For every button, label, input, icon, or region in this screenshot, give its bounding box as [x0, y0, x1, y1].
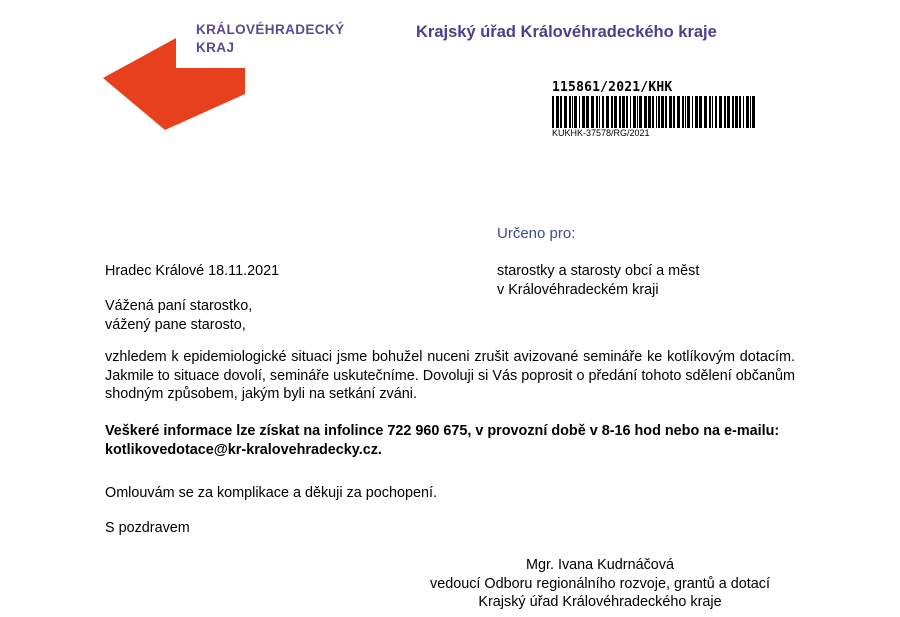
- logo-line-1: KRÁLOVÉHRADECKÝ: [196, 22, 345, 37]
- barcode-bar: [715, 96, 717, 128]
- barcode-bar: [619, 96, 621, 128]
- barcode-bar: [652, 96, 654, 128]
- place-date: Hradec Králové 18.11.2021: [105, 263, 280, 279]
- recipient-line-1: starostky a starosty obcí a měst: [497, 263, 700, 279]
- office-title: Krajský úřad Královéhradeckého kraje: [416, 23, 717, 41]
- barcode-bar: [665, 96, 667, 128]
- barcode-bar: [750, 96, 751, 128]
- barcode-bar: [552, 96, 554, 128]
- barcode-bar: [569, 96, 571, 128]
- barcode-bar: [724, 96, 726, 128]
- barcode-bar: [602, 96, 604, 128]
- barcode-bar: [644, 96, 647, 128]
- regards-line: S pozdravem: [105, 520, 190, 536]
- barcode-bar: [692, 96, 693, 128]
- barcode-bar: [639, 96, 642, 128]
- barcode-bar: [606, 96, 609, 128]
- barcode-bar: [626, 96, 628, 128]
- barcode-bar: [560, 96, 562, 128]
- barcode-bar: [591, 96, 594, 128]
- signature-block: [400, 556, 800, 612]
- barcode-bar: [596, 96, 598, 128]
- salutation-line-1: Vážená paní starostko,: [105, 298, 253, 314]
- barcode-bar: [658, 96, 660, 128]
- recipient-line-2: v Královéhradeckém kraji: [497, 281, 659, 298]
- barcode-bar: [709, 96, 711, 128]
- recipient-address: [497, 262, 699, 299]
- barcode-bar: [599, 96, 600, 128]
- barcode-bar: [712, 96, 713, 128]
- region-logo-text: [196, 21, 345, 57]
- barcode-bar: [735, 96, 738, 128]
- barcode-bar: [687, 96, 690, 128]
- salutation: [105, 297, 252, 334]
- reference-number: 115861/2021/KHK: [552, 80, 673, 95]
- barcode-bar: [704, 96, 707, 128]
- barcode-bar: [661, 96, 664, 128]
- barcode-bar: [564, 96, 567, 128]
- salutation-line-2: vážený pane starosto,: [105, 316, 246, 333]
- barcode-bar: [677, 96, 680, 128]
- barcode: [552, 96, 758, 128]
- logo-line-2: KRAJ: [196, 40, 235, 55]
- barcode-bar: [637, 96, 638, 128]
- barcode-bar: [719, 96, 722, 128]
- signer-name: Mgr. Ivana Kudrnáčová: [526, 557, 674, 573]
- barcode-bar: [752, 96, 755, 128]
- barcode-bar: [614, 96, 617, 128]
- barcode-bar: [739, 96, 741, 128]
- barcode-bar: [699, 96, 702, 128]
- info-paragraph: Veškeré informace lze získat na infolince 722 960 675, v provozní době v 8-16 hod nebo na e-mailu: kotlikovedotace@kr-kralovehradecky.cz.: [105, 423, 780, 458]
- barcode-bar: [579, 96, 580, 128]
- barcode-bar: [582, 96, 585, 128]
- barcode-bar: [669, 96, 672, 128]
- barcode-bar: [586, 96, 589, 128]
- barcode-bar: [611, 96, 613, 128]
- barcode-bar: [656, 96, 657, 128]
- barcode-bar: [574, 96, 577, 128]
- barcode-bar: [633, 96, 636, 128]
- barcode-bar: [743, 96, 744, 128]
- barcode-bar: [685, 96, 686, 128]
- barcode-bar: [727, 96, 730, 128]
- barcode-bar: [673, 96, 675, 128]
- barcode-bar: [556, 96, 559, 128]
- barcode-bar: [695, 96, 698, 128]
- barcode-bar: [682, 96, 684, 128]
- recipient-label: Určeno pro:: [497, 225, 576, 242]
- barcode-bar: [648, 96, 651, 128]
- barcode-bar: [746, 96, 749, 128]
- barcode-caption: KUKHK-37578/RG/2021: [552, 128, 650, 138]
- signer-office: Krajský úřad Královéhradeckého kraje: [478, 594, 722, 610]
- closing-line: Omlouvám se za komplikace a děkuji za pochopení.: [105, 485, 437, 501]
- barcode-bar: [622, 96, 625, 128]
- signer-position: vedoucí Odboru regionálního rozvoje, grantů a dotací: [430, 575, 770, 592]
- barcode-bar: [630, 96, 631, 128]
- barcode-bar: [732, 96, 734, 128]
- barcode-bar: [572, 96, 573, 128]
- body-paragraph: vzhledem k epidemiologické situaci jsme bohužel nuceni zrušit avizované semináře ke kotlíkovým dotacím. Jakmile to situace dovolí, semináře uskutečníme. Dovoluji si Vás poprosit o předání tohoto sdělení občanům shodným způsobem, jakým byli na setkání zváni.: [105, 349, 795, 402]
